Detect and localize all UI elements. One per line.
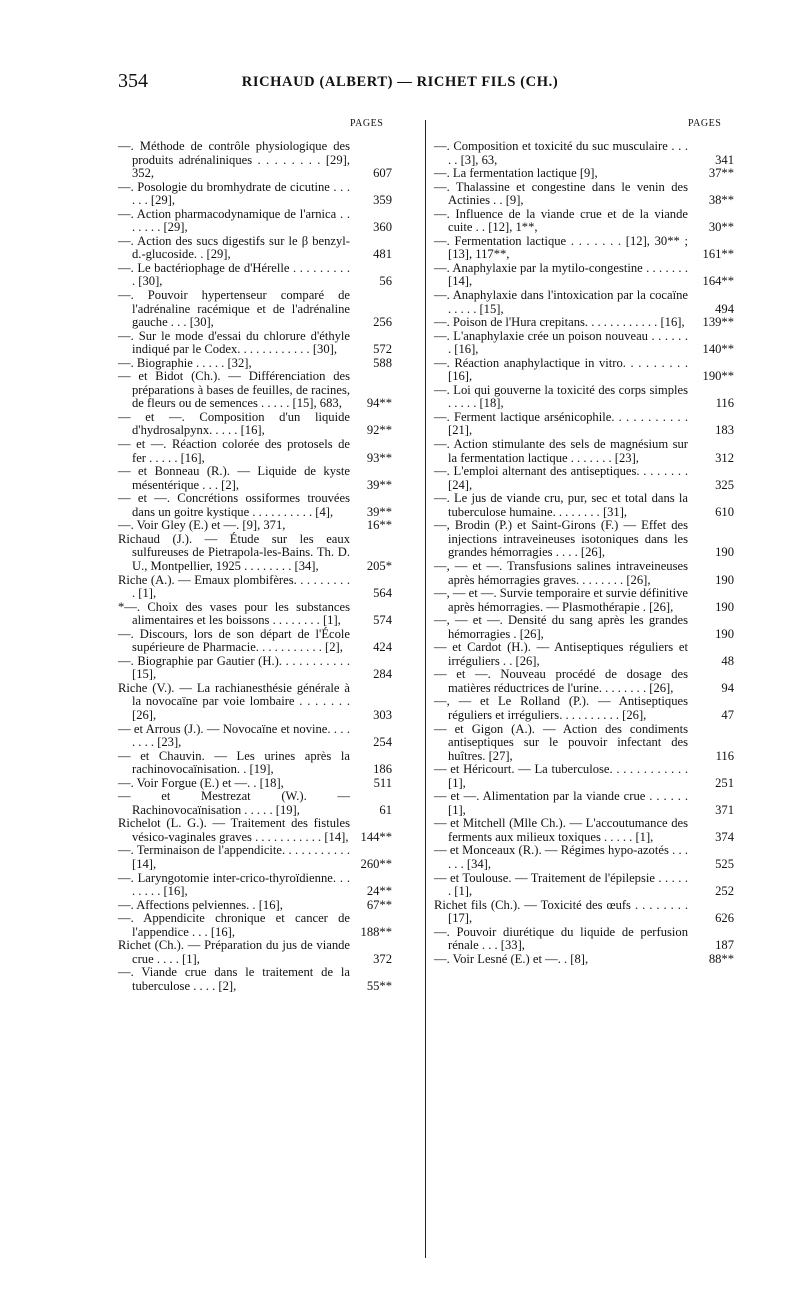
entry-text: *—. Choix des vases pour les substances alimentaires et les boissons . . . . . . . . [1], [118, 599, 350, 628]
index-entry [118, 262, 418, 289]
entry-page: 303 [373, 707, 392, 722]
index-entry [434, 844, 734, 871]
entry-page: 88** [708, 951, 734, 966]
entry-page: 56 [379, 274, 392, 289]
entry-page: 38** [708, 193, 734, 208]
entry-page: 93** [366, 450, 392, 465]
entry-page: 61 [379, 802, 392, 817]
entry-text: —. L'anaphylaxie crée un poison nouveau . . . . . . . [16], [434, 328, 688, 357]
entry-page: 183 [715, 423, 734, 438]
entry-text: —. Viande crue dans le traitement de la tuberculose . . . . [2], [118, 965, 350, 993]
index-entry [118, 872, 418, 899]
entry-text: —. Pouvoir hypertenseur comparé de l'adrénaline racémique et de l'adrénaline gauche . . . [30], [118, 288, 350, 330]
entry-text: —. L'emploi alternant des antiseptiques. . . . . . . . [24], [434, 464, 688, 492]
entry-page: 260** [360, 856, 392, 871]
entry-text: — et Bidot (Ch.). — Différenciation des préparations à bases de feuilles, de racines, de fleurs ou de semences . . . . . [15], 683, [118, 369, 350, 411]
entry-page: 39** [366, 504, 392, 519]
entry-page: 251 [715, 775, 734, 790]
entry-text: —. Thalassine et congestine dans le venin des Actinies . . [9], [434, 179, 688, 208]
entry-page: 190 [715, 626, 734, 641]
entry-text: —. Influence de la viande crue et de la viande cuite . . [12], 1**, [434, 206, 688, 235]
running-title: RICHAUD (ALBERT) — RICHET FILS (CH.) [241, 74, 559, 90]
index-entry [118, 330, 418, 357]
entry-page: 588 [373, 355, 392, 370]
column-divider [425, 120, 426, 1258]
index-entry [118, 208, 418, 235]
index-entry [118, 912, 418, 939]
entry-page: 190 [715, 572, 734, 587]
index-entry [434, 208, 734, 235]
index-entry [434, 668, 734, 695]
entry-page: 572 [373, 342, 392, 357]
entry-text: —. Anaphylaxie par la mytilo-congestine . . . . . . . [14], [434, 260, 688, 289]
index-entry [118, 777, 418, 791]
entry-page: 94 [721, 680, 734, 695]
entry-text: —. Loi qui gouverne la toxicité des corps simples . . . . . [18], [434, 382, 688, 411]
entry-page: 360 [373, 220, 392, 235]
index-entry [434, 587, 734, 614]
entry-page: 481 [373, 247, 392, 262]
entry-page: 55** [366, 978, 392, 993]
entry-text: —, — et —. Survie temporaire et survie définitive après hémorragies. — Plasmothérapie . [26], [434, 586, 688, 614]
index-entry [434, 953, 734, 967]
entry-page: 48 [721, 653, 734, 668]
index-entry [118, 235, 418, 262]
entry-text: — et Monceaux (R.). — Régimes hypo-azotés . . . . . . [34], [434, 843, 688, 871]
entry-text: —. Appendicite chronique et cancer de l'appendice . . . [16], [118, 911, 350, 939]
entry-page: 186 [373, 762, 392, 777]
index-entry [118, 140, 418, 181]
entry-page: 325 [715, 477, 734, 492]
entry-text: —. Terminaison de l'appendicite. . . . . . . . . . . [14], [118, 843, 350, 871]
entry-page: 140** [702, 342, 734, 357]
index-entry [118, 966, 418, 993]
entry-text: —, Brodin (P.) et Saint-Girons (F.) — Effet des injections intraveineuses isotoniques dans les grandes hémorragies . . . . [26], [434, 518, 688, 560]
right-entry-list [434, 140, 734, 966]
entry-page: 37** [708, 166, 734, 181]
entry-page: 190** [702, 369, 734, 384]
index-entry [118, 790, 418, 817]
entry-page: 626 [715, 911, 734, 926]
index-entry [118, 723, 418, 750]
index-entry [434, 262, 734, 289]
entry-text: — et Héricourt. — La tuberculose. . . . . . . . . . . . [1], [434, 762, 688, 790]
index-entry [118, 628, 418, 655]
entry-page: 564 [373, 586, 392, 601]
entry-text: —. Méthode de contrôle physiologique des produits adrénaliniques . . . . . . . . [29], 352, [118, 139, 350, 181]
entry-page: 190 [715, 545, 734, 560]
entry-text: — et Gigon (A.). — Action des condiments antiseptiques sur le pouvoir infectant des huîtres. [27], [434, 721, 688, 763]
entry-text: —, — et —. Densité du sang après les grandes hémorragies . [26], [434, 613, 688, 641]
entry-text: Richaud (J.). — Étude sur les eaux sulfureuses de Pietrapola-les-Bains. Th. D. U., Montpellier, 1925 . . . . . . . . [34], [118, 531, 350, 573]
index-entry [434, 235, 734, 262]
pages-heading-left: PAGES [350, 118, 384, 129]
index-entry [434, 438, 734, 465]
entry-page: 188** [360, 924, 392, 939]
entry-page: 374 [715, 829, 734, 844]
entry-page: 39** [366, 477, 392, 492]
entry-text: —. Fermentation lactique . . . . . . . [12], 30** ; [13], 117**, [434, 233, 688, 262]
entry-text: — et —. Alimentation par la viande crue . . . . . . [1], [434, 789, 688, 817]
index-entry [434, 411, 734, 438]
entry-page: 256 [373, 315, 392, 330]
entry-text: — et —. Composition d'un liquide d'hydrosalpynx. . . . . [16], [118, 409, 350, 438]
index-entry [434, 330, 734, 357]
index-entry [118, 682, 418, 723]
entry-text: —. La fermentation lactique [9], [434, 166, 598, 181]
index-entry [118, 519, 418, 533]
entry-text: — et —. Réaction colorée des protosels de fer . . . . . [16], [118, 437, 350, 465]
index-entry [118, 289, 418, 330]
index-entry [118, 411, 418, 438]
index-entry [434, 289, 734, 316]
entry-text: —, — et Le Rolland (P.). — Antiseptiques réguliers et irréguliers. . . . . . . . . . [26], [434, 694, 688, 722]
index-entry [118, 899, 418, 913]
entry-page: 254 [373, 735, 392, 750]
index-entry [118, 601, 418, 628]
entry-text: — et —. Concrétions ossiformes trouvées dans un goitre kystique . . . . . . . . . . [4], [118, 491, 350, 519]
entry-text: —, — et —. Transfusions salines intraveineuses après hémorragies graves. . . . . . . . [26], [434, 558, 688, 587]
entry-text: —. Voir Lesné (E.) et —. . [8], [434, 951, 589, 966]
entry-text: — et —. Nouveau procédé de dosage des matières réductrices de l'urine. . . . . . . . [26], [434, 667, 688, 695]
index-entry [118, 655, 418, 682]
index-entry [434, 181, 734, 208]
index-entry [434, 560, 734, 587]
index-entry [118, 465, 418, 492]
index-entry [118, 181, 418, 208]
entry-page: 574 [373, 613, 392, 628]
index-entry [118, 533, 418, 574]
entry-page: 252 [715, 884, 734, 899]
entry-page: 116 [715, 396, 734, 411]
entry-text: —. Réaction anaphylactique in vitro. . . . . . . . . [16], [434, 355, 688, 384]
entry-page: 341 [715, 152, 734, 167]
entry-page: 312 [715, 450, 734, 465]
index-entry [434, 641, 734, 668]
entry-text: — et Bonneau (R.). — Liquide de kyste mésentérique . . . [2], [118, 464, 350, 492]
entry-text: —. Action pharmacodynamique de l'arnica . . . . . . . [29], [118, 206, 350, 235]
index-entry [434, 384, 734, 411]
entry-text: Riche (A.). — Emaux plombifères. . . . . . . . . . [1], [118, 572, 350, 601]
entry-text: —. Poison de l'Hura crepitans. . . . . . . . . . . . [16], [434, 315, 685, 330]
entry-page: 190 [715, 599, 734, 614]
entry-page: 284 [373, 667, 392, 682]
entry-page: 47 [721, 707, 734, 722]
page-header [118, 70, 682, 100]
index-entry [118, 844, 418, 871]
entry-text: —. Sur le mode d'essai du chlorure d'éthyle indiqué par le Codex. . . . . . . . . . . . [30], [118, 328, 350, 357]
entry-page: 511 [373, 775, 392, 790]
index-entry [118, 492, 418, 519]
index-entry [434, 899, 734, 926]
index-entry [434, 614, 734, 641]
entry-text: — et Cardot (H.). — Antiseptiques réguliers et irréguliers . . [26], [434, 640, 688, 668]
entry-page: 187 [715, 938, 734, 953]
index-entry [434, 519, 734, 560]
index-entry [434, 357, 734, 384]
index-entry [434, 926, 734, 953]
entry-page: 164** [702, 274, 734, 289]
entry-text: —. Biographie par Gautier (H.). . . . . . . . . . . [15], [118, 653, 350, 682]
entry-page: 359 [373, 193, 392, 208]
index-entry [118, 574, 418, 601]
entry-page: 24** [366, 884, 392, 899]
entry-text: —. Ferment lactique arsénicophile. . . . . . . . . . . [21], [434, 409, 688, 438]
entry-page: 371 [715, 802, 734, 817]
entry-text: — et Toulouse. — Traitement de l'épilepsie . . . . . . [1], [434, 870, 688, 899]
entry-text: Richelot (L. G.). — Traitement des fistules vésico-vaginales graves . . . . . . . . . . . [14], [118, 816, 350, 844]
entry-page: 372 [373, 951, 392, 966]
entry-page: 30** [708, 220, 734, 235]
index-entry [118, 750, 418, 777]
entry-page: 92** [366, 423, 392, 438]
index-entry [118, 438, 418, 465]
index-entry [118, 370, 418, 411]
entry-text: —. Biographie . . . . . [32], [118, 355, 252, 370]
entry-page: 607 [373, 166, 392, 181]
index-entry [434, 723, 734, 764]
entry-page: 205* [366, 558, 392, 573]
entry-page: 525 [715, 856, 734, 871]
entry-text: —. Discours, lors de son départ de l'École supérieure de Pharmacie. . . . . . . . . . . [2], [118, 626, 350, 655]
index-entry [434, 817, 734, 844]
index-entry [118, 357, 418, 371]
page-number: 354 [118, 70, 148, 92]
entry-page: 139** [702, 315, 734, 330]
entry-text: —. Action des sucs digestifs sur le β benzyl-d.-glucoside. . [29], [118, 233, 350, 262]
entry-text: —. Laryngotomie inter-crico-thyroïdienne. . . . . . . . [16], [118, 870, 350, 899]
entry-page: 161** [702, 247, 734, 262]
entry-text: —. Affections pelviennes. . [16], [118, 897, 283, 912]
entry-page: 494 [715, 301, 734, 316]
entry-page: 16** [366, 518, 392, 533]
entry-text: — et Mestrezat (W.). — Rachinovocaïnisation . . . . . [19], [118, 789, 350, 817]
entry-text: —. Anaphylaxie dans l'intoxication par la cocaïne . . . . . [15], [434, 288, 688, 316]
entry-text: —. Posologie du bromhydrate de cicutine . . . . . . [29], [118, 179, 350, 208]
entry-page: 94** [366, 396, 392, 411]
entry-page: 424 [373, 640, 392, 655]
entry-text: —. Le jus de viande cru, pur, sec et total dans la tuberculose humaine. . . . . . . . [31], [434, 491, 688, 519]
entry-text: Richet (Ch.). — Préparation du jus de viande crue . . . . [1], [118, 938, 350, 966]
index-entry [118, 939, 418, 966]
index-entry [434, 695, 734, 722]
entry-text: —. Pouvoir diurétique du liquide de perfusion rénale . . . [33], [434, 924, 688, 953]
entry-page: 144** [360, 829, 392, 844]
entry-text: —. Action stimulante des sels de magnésium sur la fermentation lactique . . . . . . . [23], [434, 437, 688, 465]
entry-text: — et Chauvin. — Les urines après la rachinovocaïnisation. . [19], [118, 748, 350, 777]
index-entry [118, 817, 418, 844]
entry-page: 116 [715, 748, 734, 763]
entry-page: 67** [366, 897, 392, 912]
index-entry [434, 790, 734, 817]
left-entry-list [118, 140, 418, 993]
entry-page: 610 [715, 504, 734, 519]
index-entry [434, 763, 734, 790]
entry-text: —. Composition et toxicité du suc musculaire . . . . . [3], 63, [434, 139, 688, 167]
index-entry [434, 872, 734, 899]
entry-text: — et Arrous (J.). — Novocaïne et novine. . . . . . . . [23], [118, 721, 350, 750]
index-entry [434, 492, 734, 519]
entry-text: Richet fils (Ch.). — Toxicité des œufs . . . . . . . . [17], [434, 897, 688, 926]
entry-text: —. Voir Gley (E.) et —. [9], 371, [118, 518, 286, 533]
index-entry [434, 316, 734, 330]
index-entry [434, 140, 734, 167]
entry-text: — et Mitchell (Mlle Ch.). — L'accoutumance des ferments aux milieux toxiques . . . . . [1], [434, 816, 688, 844]
entry-text: —. Le bactériophage de d'Hérelle . . . . . . . . . . [30], [118, 260, 350, 289]
entry-text: Riche (V.). — La rachianesthésie générale à la novocaïne par voie lombaire . . . . . . . [26], [118, 680, 350, 722]
entry-text: —. Voir Forgue (E.) et —. . [18], [118, 775, 284, 790]
index-entry [434, 465, 734, 492]
index-entry [434, 167, 734, 181]
pages-heading-right: PAGES [688, 118, 722, 129]
